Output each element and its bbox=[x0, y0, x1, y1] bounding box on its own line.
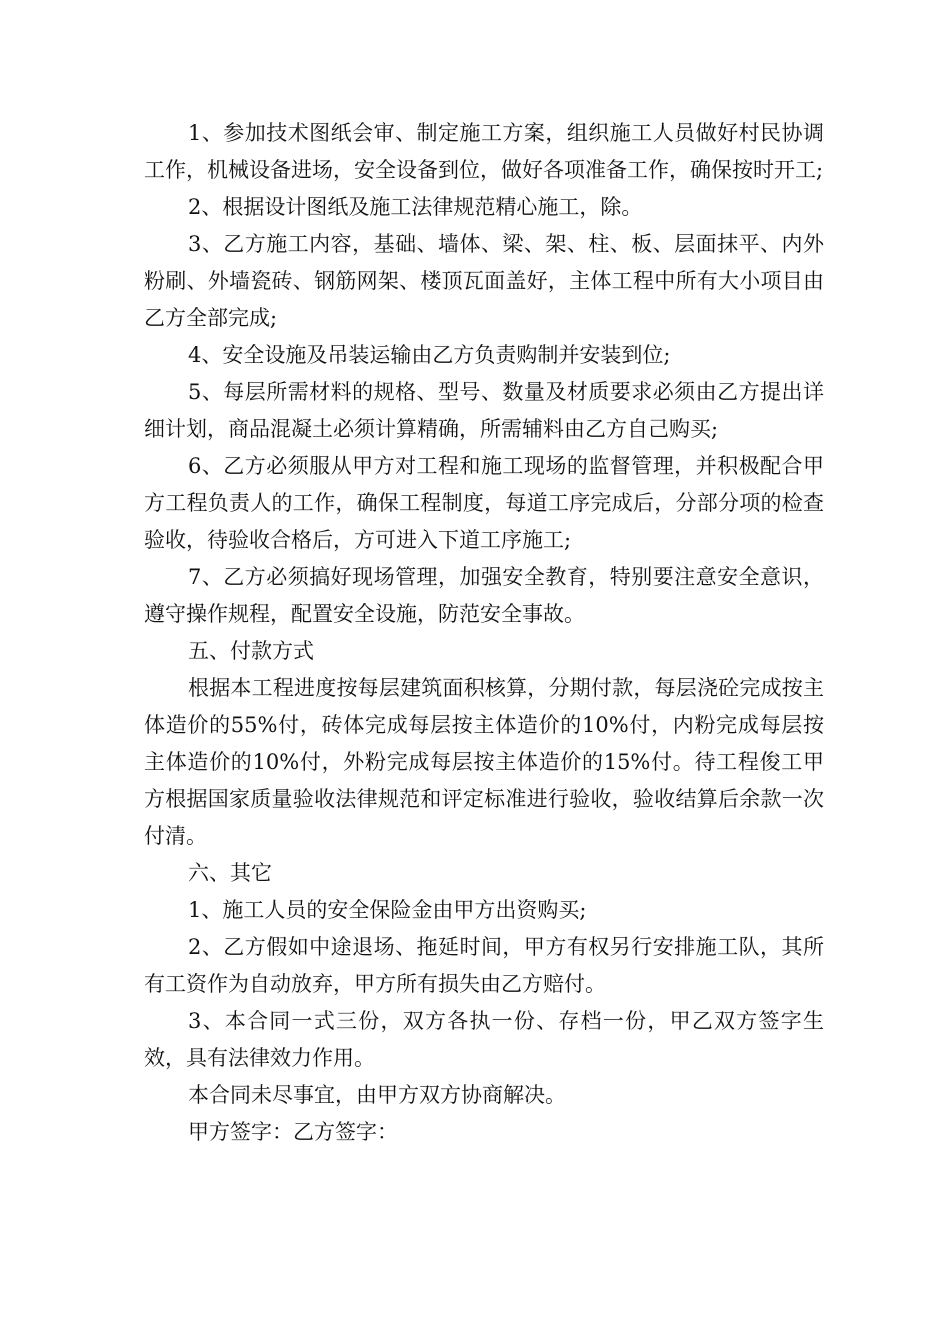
closing-statement: 本合同未尽事宜，由甲方双方协商解决。 bbox=[188, 1083, 566, 1107]
clause-6-1: 1、施工人员的安全保险金由甲方出资购买; bbox=[188, 898, 587, 922]
clause-4-1: 1、参加技术图纸会审、制定施工方案，组织施工人员做好村民协调工作，机械设备进场，安全设备到位，做好各项准备工作，确保按时开工; bbox=[144, 121, 824, 182]
clause-4-4: 4、安全设施及吊装运输由乙方负责购制并安装到位; bbox=[188, 343, 671, 367]
clause-4-2: 2、根据设计图纸及施工法律规范精心施工，除。 bbox=[188, 195, 643, 219]
signature-line bbox=[144, 1114, 824, 1151]
section-6-heading: 六、其它 bbox=[188, 861, 272, 885]
section-5-heading: 五、付款方式 bbox=[188, 639, 314, 663]
clause-4-7: 7、乙方必须搞好现场管理，加强安全教育，特别要注意安全意识，遵守操作规程，配置安全设施，防范安全事故。 bbox=[144, 565, 824, 626]
party-a-signature-label: 甲方签字： bbox=[188, 1120, 293, 1144]
clause-4-3: 3、乙方施工内容，基础、墙体、梁、架、柱、板、层面抹平、内外粉刷、外墙瓷砖、钢筋网架、楼顶瓦面盖好，主体工程中所有大小项目由乙方全部完成; bbox=[144, 232, 824, 330]
clause-4-5: 5、每层所需材料的规格、型号、数量及材质要求必须由乙方提出详细计划，商品混凝土必须计算精确，所需辅料由乙方自己购买; bbox=[144, 380, 824, 441]
document-body bbox=[144, 115, 824, 1151]
clause-6-3: 3、本合同一式三份，双方各执一份、存档一份，甲乙双方签字生效，具有法律效力作用。 bbox=[144, 1009, 824, 1070]
clause-4-6: 6、乙方必须服从甲方对工程和施工现场的监督管理，并积极配合甲方工程负责人的工作，确保工程制度，每道工序完成后，分部分项的检查验收，待验收合格后，方可进入下道工序施工; bbox=[144, 454, 824, 552]
clause-6-2: 2、乙方假如中途退场、拖延时间，甲方有权另行安排施工队，其所有工资作为自动放弃，甲方所有损失由乙方赔付。 bbox=[144, 935, 824, 996]
section-5-body: 根据本工程进度按每层建筑面积核算，分期付款，每层浇砼完成按主体造价的55%付，砖体完成每层按主体造价的10%付，内粉完成每层按主体造价的10%付，外粉完成每层按主体造价的15%付。待工程俊工甲方根据国家质量验收法律规范和评定标准进行验收，验收结算后余款一次付清。 bbox=[144, 676, 824, 848]
party-b-signature-label: 乙方签字： bbox=[293, 1120, 398, 1144]
